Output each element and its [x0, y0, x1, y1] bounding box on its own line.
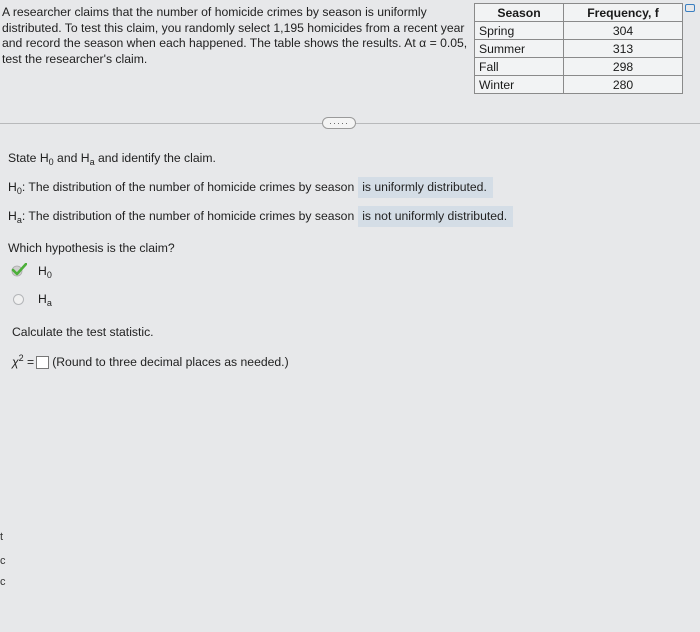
table-row	[475, 40, 683, 58]
claim-question: Which hypothesis is the claim?	[8, 241, 175, 255]
option-ha-label[interactable]: $H_a$	[38, 292, 52, 308]
chi-square-input[interactable]	[36, 356, 49, 369]
season-cell: Winter	[475, 76, 564, 94]
header-frequency: Frequency, f	[564, 4, 683, 22]
popout-icon[interactable]	[685, 4, 695, 12]
frequency-cell: 313	[564, 40, 683, 58]
test-statistic-row: $\chi^2$ = (Round to three decimal places as needed.)	[12, 353, 289, 370]
side-mark: c	[0, 555, 6, 567]
frequency-cell: 298	[564, 58, 683, 76]
season-cell: Spring	[475, 22, 564, 40]
option-ha-radio[interactable]	[13, 294, 24, 305]
frequency-cell: 280	[564, 76, 683, 94]
option-h0-label[interactable]: $H_0$	[38, 264, 52, 280]
header-season: Season	[475, 4, 564, 22]
ha-answer-dropdown[interactable]: is not uniformly distributed.	[358, 206, 513, 227]
table-row	[475, 22, 683, 40]
h0-answer-dropdown[interactable]: is uniformly distributed.	[358, 177, 493, 198]
table-row	[475, 76, 683, 94]
calculate-prompt: Calculate the test statistic.	[12, 325, 154, 339]
frequency-table	[474, 3, 683, 94]
season-cell: Summer	[475, 40, 564, 58]
expand-more-button[interactable]: ·····	[322, 117, 356, 129]
alternative-hypothesis: $H_a$: The distribution of the number of homicide crimes by season is not uniformly distributed.	[8, 209, 513, 223]
table-header-row	[475, 4, 683, 22]
state-hypotheses-prompt: State $H_0$ and $H_a$ and identify the claim.	[8, 151, 216, 167]
side-mark: t	[0, 531, 4, 543]
checkmark-icon	[11, 263, 27, 277]
null-hypothesis: $H_0$: The distribution of the number of homicide crimes by season is uniformly distributed.	[8, 180, 493, 194]
table-row	[475, 58, 683, 76]
side-mark: c	[0, 576, 6, 588]
problem-statement: A researcher claims that the number of homicide crimes by season is uniformly distributed. To test this claim, you randomly select 1,195 homicides from a recent year and record the season when each happened. The table shows the results. At α = 0.05, test the researcher's claim.	[2, 5, 468, 66]
frequency-cell: 304	[564, 22, 683, 40]
season-cell: Fall	[475, 58, 564, 76]
